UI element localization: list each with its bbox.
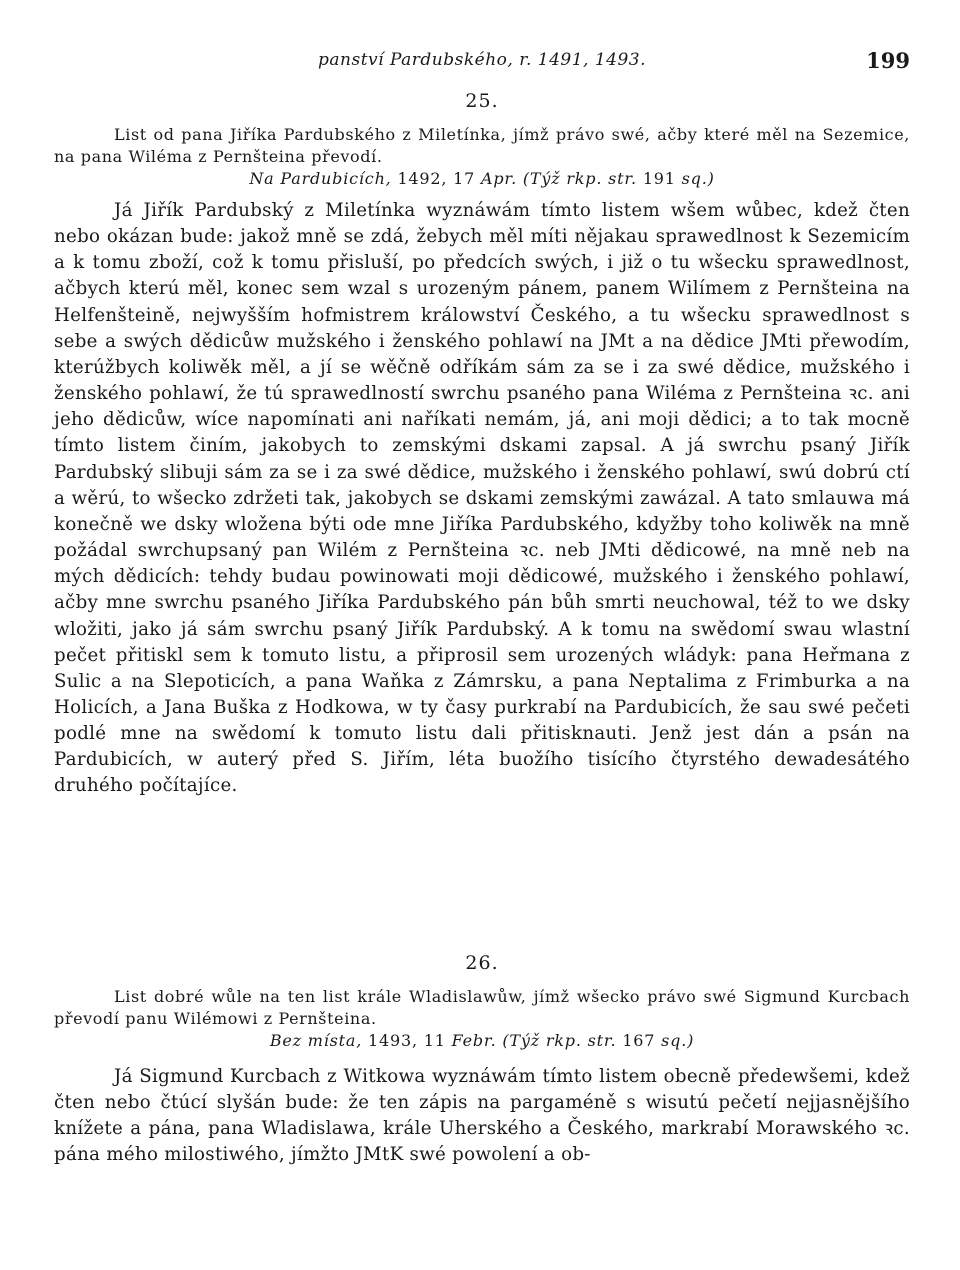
document-number: 25. xyxy=(465,90,499,112)
running-head xyxy=(54,50,910,80)
dating-pages: 167 xyxy=(622,1031,656,1050)
dating-source: (Týž rkp. str. xyxy=(502,1031,617,1050)
document-regest: List dobré wůle na ten list krále Wladislawůw, jímž wšecko právo swé Sigmund Kurcbach převodí panu Wilémowi z Pernšteina. xyxy=(54,987,910,1028)
document-26 xyxy=(54,952,910,1169)
document-dating xyxy=(54,168,910,190)
document-page xyxy=(54,0,910,1270)
dating-month: Febr. xyxy=(451,1031,497,1050)
document-dating xyxy=(54,1030,910,1052)
dating-month: Apr. xyxy=(481,169,517,188)
document-text: Já Jiřík Pardubský z Miletínka wyznáwám tímto listem wšem wůbec, kdež čten nebo okázan bude: jakož mně se zdá, žebych měl míti nějakau sprawedlnost k Sezemicím a k tomu zboží, což k tomu přisluší, po předcích swých, i již o tu wšecku sprawedlnost, ačbych kterú měl, konec sem wzal s urozeným pánem, panem Wilímem z Pernšteina na Helfenšteině, nejwyšším hofmistrem králowství Českého, a tu wšecku sprawedlnost s sebe a swých dědicůw mužského i ženského pohlawí na JMt a na dědice JMti přewodím, kterúžbych koliwěk měl, a jí se wěčně odříkám sám za se i za swé dědice, mužského i ženského pohlawí, že tú sprawedlností swrchu psaného pana Wiléma z Pernšteina ꝛc. ani jeho dědicůw, wíce napomínati ani naříkati nemám, já, ani moji dědici; a to tak mocně tímto listem činím, jakobych to zemskými dskami zapsal. A já swrchu psaný Jiřík Pardubský slibuji sám za se i za swé dědice, mužského i ženského pohlawí, swú dobrú ctí a wěrú, to wšecko zdržeti tak, jakobych se dskami zemskými zawázal. A tato smlauwa má konečně we dsky wložena býti ode mne Jiříka Pardubského, kdyžby toho koliwěk na mně požádal swrchupsaný pan Wilém z Pernšteina ꝛc. neb JMti dědicowé, na mně neb na mých dědicích: tehdy budau powinowati moji dědicowé, mužského i ženského pohlawí, ačby mne swrchu psaného Jiříka Pardubského pán bůh smrti neuchowal, též to we dsky wložiti, jako já sám swrchu psaný Jiřík Pardubský. A k tomu na swědomí swau wlastní pečet přitiskl sem k tomuto listu, a připrosil sem urozených wládyk: pana Heřmana z Sulic a na Slepoticích, a pana Waňka z Zámrsku, a pana Neptalima z Frimburka a na Holicích, a Jana Buška z Hodkowa, w ty časy purkrabí na Pardubicích, že sau swé pečeti podlé mne na swědomí k tomuto listu dali přitisknauti. Jenž jest dán a psán na Pardubicích, w auterý před S. Jiřím, léta buožího tisícího čtyrstého dewadesátého druhého počítajíce. xyxy=(54,200,910,797)
dating-date: 1492, 17 xyxy=(397,169,476,188)
page-number: 199 xyxy=(866,48,910,73)
dating-source: (Týž rkp. str. xyxy=(522,169,637,188)
dating-place: Bez místa, xyxy=(269,1031,363,1050)
document-regest: List od pana Jiříka Pardubského z Miletínka, jímž právo swé, ačby které měl na Sezemice, na pana Wiléma z Pernšteina převodí. xyxy=(54,125,910,166)
dating-pages: 191 xyxy=(642,169,676,188)
running-head-title: panství Pardubského, r. 1491, 1493. xyxy=(318,50,646,70)
document-25 xyxy=(54,90,910,800)
document-text: Já Sigmund Kurcbach z Witkowa wyznáwám tímto listem obecně předewšemi, kdež čten nebo čtúcí slyšán bude: že ten zápis na pargaméně s wisutú pečetí nejjasnějšího knížete a pána, pana Wladislawa, krále Uherského a Českého, markrabí Morawského ꝛc. pána mého milostiwého, jímžto JMtK swé powolení a ob- xyxy=(54,1066,910,1166)
dating-date: 1493, 11 xyxy=(368,1031,446,1050)
dating-sq: sq.) xyxy=(681,169,715,188)
dating-sq: sq.) xyxy=(661,1031,695,1050)
dating-place: Na Pardubicích, xyxy=(249,169,392,188)
document-number: 26. xyxy=(465,952,499,974)
